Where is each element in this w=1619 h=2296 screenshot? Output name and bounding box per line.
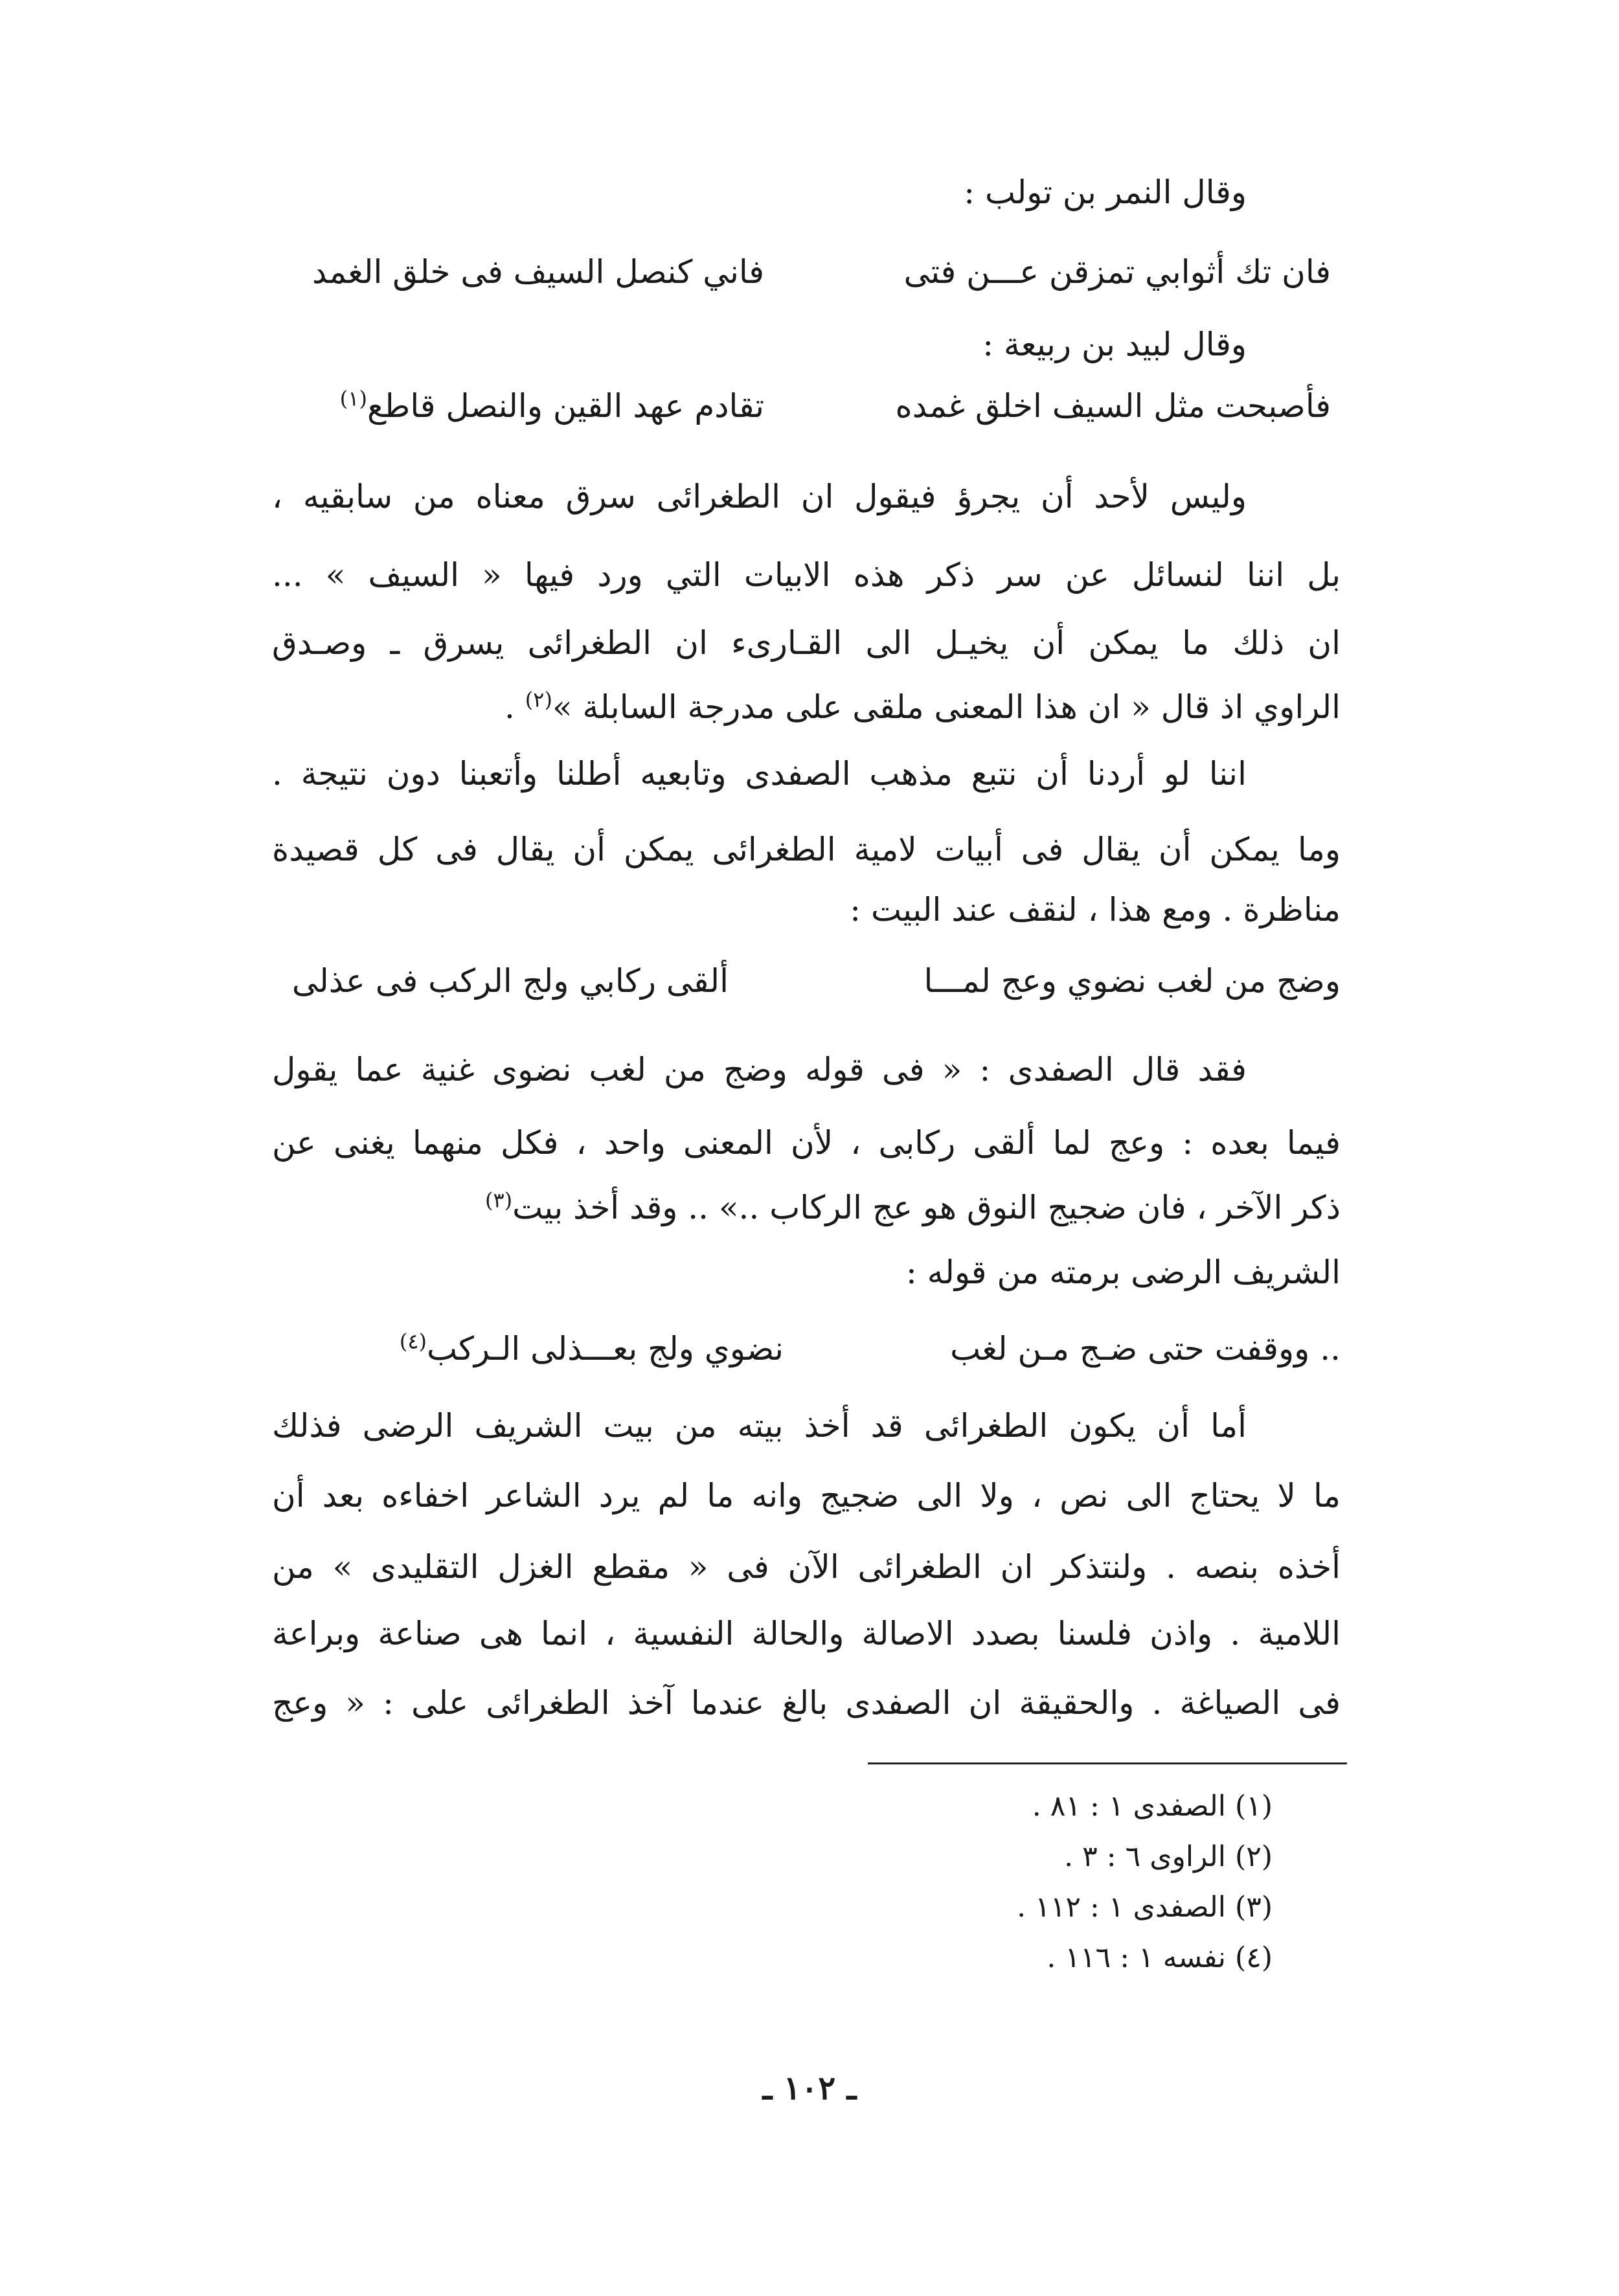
verse-4-second-hemistich: [272, 1326, 784, 1371]
paragraph-4-line-1: أما أن يكون الطغرائى قد أخذ بيته من بيت الشريف الرضى فذلك: [272, 1407, 1247, 1445]
paragraph-4-line-5: فى الصياغة . والحقيقة ان الصفدى بالغ عندما آخذ الطغرائى على : « وعج: [272, 1684, 1341, 1722]
paragraph-4-line-3: أخذه بنصه . ولنتذكر ان الطغرائى الآن فى « مقطع الغزل التقليدى » من: [272, 1548, 1341, 1586]
verse-2-second-hemistich: [278, 383, 764, 429]
paragraph-2-line-1: اننا لو أردنا أن نتبع مذهب الصفدى وتابعيه أطلنا وأتعبنا دون نتيجة .: [272, 755, 1247, 793]
paragraph-1-line-3: ان ذلك ما يمكن أن يخيـل الى القـارىء ان الطغرائى يسرق ـ وصـدق: [272, 624, 1341, 662]
footnote-3: (٣) الصفدى ١ : ١١٢ .: [1017, 1891, 1273, 1924]
footnote-ref-3: (٣): [485, 1187, 513, 1213]
verse-intro-2: وقال لبيد بن ربيعة :: [982, 326, 1247, 363]
paragraph-3-line-3-text: ذكر الآخر ، فان ضجيج النوق هو عج الركاب ..» .. وقد أخذ بيت: [512, 1189, 1341, 1226]
paragraph-3-line-3: [272, 1185, 1341, 1230]
paragraph-1-line-4-end: .: [504, 688, 525, 726]
verse-1-second-hemistich: فاني كنصل السيف فى خلق الغمد: [311, 253, 764, 291]
paragraph-1-line-1: وليس لأحد أن يجرؤ فيقول ان الطغرائى سرق معناه من سابقيه ،: [272, 478, 1247, 515]
paragraph-3-line-2: فيما بعده : وعج لما ألقى ركابى ، لأن المعنى واحد ، فكل منهما يغنى عن: [272, 1124, 1341, 1162]
paragraph-1-line-4: [272, 684, 1341, 730]
verse-4-first-hemistich: .. ووقفت حتى ضـج مـن لغب: [950, 1330, 1341, 1367]
paragraph-3-line-4: الشريف الرضى برمته من قوله :: [906, 1254, 1341, 1291]
paragraph-1-line-2: بل اننا لنسائل عن سر ذكر هذه الابيات التي ورد فيها « السيف » ...: [272, 556, 1341, 594]
footnote-ref-1: (١): [339, 386, 367, 411]
footnote-4: (٤) نفسه ١ : ١١٦ .: [1047, 1941, 1273, 1974]
verse-3-second-hemistich: ألقى ركابي ولج الركب فى عذلى: [291, 962, 729, 1000]
page-number: ـ ١٠٢ ـ: [762, 2069, 857, 2107]
paragraph-4-line-4: اللامية . واذن فلسنا بصدد الاصالة والحالة النفسية ، انما هى صناعة وبراعة: [272, 1615, 1341, 1652]
verse-intro-1: وقال النمر بن تولب :: [964, 174, 1247, 211]
footnote-ref-2: (٢): [525, 687, 552, 712]
footnote-2: (٢) الراوى ٦ : ٣ .: [1064, 1840, 1273, 1873]
paragraph-4-line-2: ما لا يحتاج الى نص ، ولا الى ضجيج وانه ما لم يرد الشاعر اخفاءه بعد أن: [272, 1477, 1341, 1514]
verse-4-second-text: نضوي ولج بعـــذلى الـركب: [427, 1330, 784, 1367]
paragraph-2-line-2: وما يمكن أن يقال فى أبيات لامية الطغرائى يمكن أن يقال فى كل قصيدة: [272, 831, 1341, 868]
paragraph-1-line-4-text: الراوي اذ قال « ان هذا المعنى ملقى على مدرجة السابلة »: [552, 688, 1341, 726]
verse-1-first-hemistich: فان تك أثوابي تمزقن عـــن فتى: [903, 253, 1331, 291]
paragraph-3-line-1: فقد قال الصفدى : « فى قوله وضج من لغب نضوى غنية عما يقول: [272, 1051, 1247, 1088]
verse-3-first-hemistich: وضج من لغب نضوي وعج لمـــا: [923, 962, 1341, 1000]
paragraph-2-line-3: مناظرة . ومع هذا ، لنقف عند البيت :: [850, 891, 1341, 929]
verse-2-second-text: تقادم عهد القين والنصل قاطع: [367, 387, 764, 425]
footnote-1: (١) الصفدى ١ : ٨١ .: [1032, 1790, 1273, 1823]
verse-2-first-hemistich: فأصبحت مثل السيف اخلق غمده: [895, 387, 1331, 425]
footnote-divider: [868, 1762, 1347, 1764]
footnote-ref-4: (٤): [399, 1329, 427, 1354]
